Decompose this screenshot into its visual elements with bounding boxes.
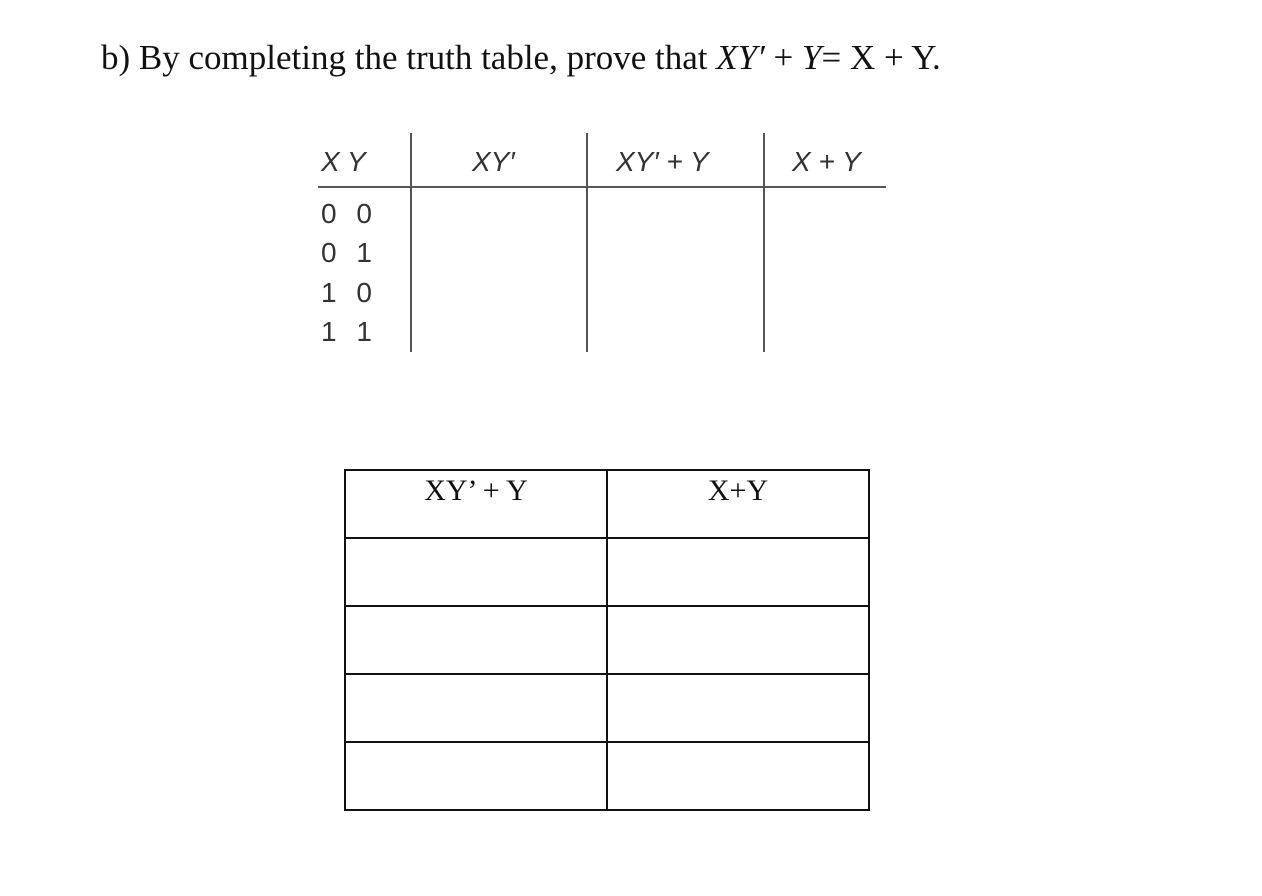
answer-table: [344, 469, 870, 811]
question-y: Y: [802, 38, 822, 77]
input-row: 0 1: [321, 237, 378, 268]
question-plus: +: [764, 38, 803, 77]
input-row: 1 0: [321, 277, 378, 308]
answer-cell[interactable]: [607, 606, 869, 674]
input-row: 1 1: [321, 316, 378, 347]
answer-header-x-plus-y: X+Y: [607, 470, 869, 538]
header-x-plus-y: X + Y: [792, 146, 861, 177]
answer-cell[interactable]: [345, 742, 607, 810]
answer-cell[interactable]: [345, 674, 607, 742]
column-divider: [410, 133, 412, 352]
answer-cell[interactable]: [607, 538, 869, 606]
input-row: 0 0: [321, 198, 378, 229]
question-text: [101, 36, 941, 80]
answer-header-row: [345, 470, 869, 538]
answer-cell[interactable]: [607, 742, 869, 810]
answer-cell[interactable]: [607, 674, 869, 742]
answer-cell[interactable]: [345, 538, 607, 606]
header-xy-prime: XY′: [472, 146, 515, 177]
column-divider: [763, 133, 765, 352]
column-divider: [586, 133, 588, 352]
answer-row: [345, 742, 869, 810]
answer-row: [345, 674, 869, 742]
question-prefix: b) By completing the truth table, prove that: [101, 38, 717, 77]
question-lhs: XY′: [716, 38, 765, 77]
header-xy-prime-plus-y: XY′ + Y: [616, 146, 709, 177]
answer-row: [345, 606, 869, 674]
answer-row: [345, 538, 869, 606]
answer-cell[interactable]: [345, 606, 607, 674]
question-rhs: = X + Y.: [821, 38, 941, 77]
header-rule: [318, 186, 886, 188]
header-xy: X Y: [321, 146, 366, 177]
answer-header-xy-prime-plus-y: XY’ + Y: [345, 470, 607, 538]
